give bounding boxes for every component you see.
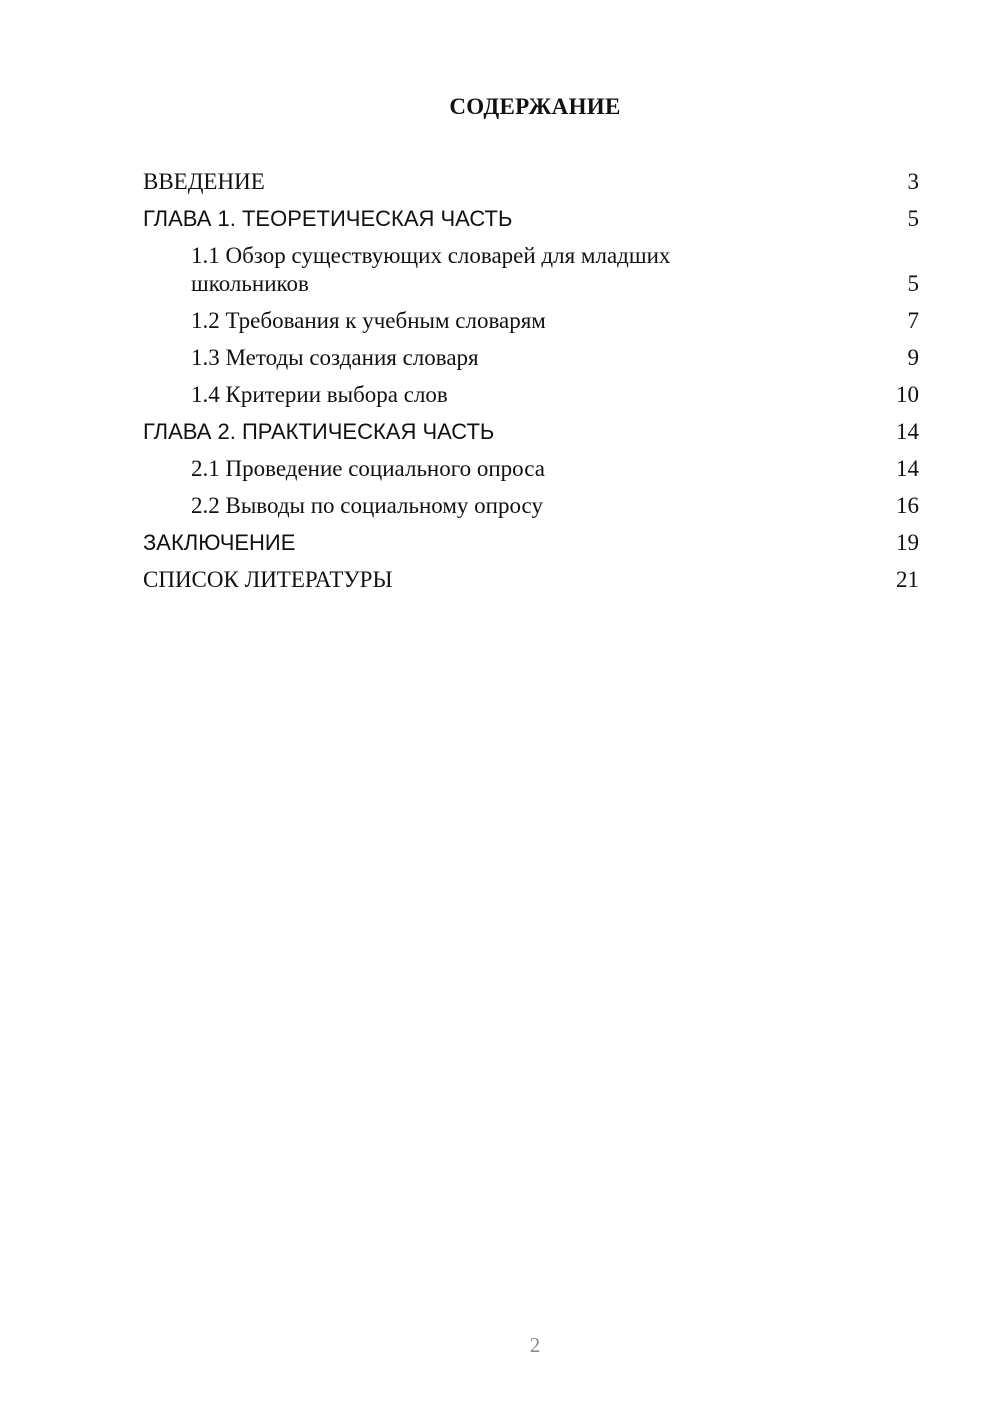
toc-entry-label: 1.2 Требования к учебным словарям <box>191 308 546 333</box>
toc-entry-label: ЗАКЛЮЧЕНИЕ <box>143 530 296 555</box>
toc-entry-chapter-2[interactable] <box>143 418 919 446</box>
toc-entry-label: 2.2 Выводы по социальному опросу <box>191 493 543 518</box>
toc-entry-page: 14 <box>896 456 919 481</box>
table-of-contents <box>143 168 919 603</box>
toc-entry-label: ГЛАВА 2. ПРАКТИЧЕСКАЯ ЧАСТЬ <box>143 419 495 444</box>
toc-entry-section-1-4[interactable] <box>143 381 919 409</box>
toc-entry-page: 21 <box>896 567 919 592</box>
toc-entry-section-2-1[interactable] <box>143 455 919 483</box>
toc-entry-chapter-1[interactable] <box>143 205 919 233</box>
toc-entry-bibliography[interactable] <box>143 566 919 594</box>
toc-entry-section-1-3[interactable] <box>143 344 919 372</box>
toc-entry-label: 1.1 Обзор существующих словарей для младших школьников <box>191 243 671 296</box>
toc-entry-page: 19 <box>896 530 919 555</box>
toc-entry-page: 3 <box>907 169 919 194</box>
toc-entry-section-2-2[interactable] <box>143 492 919 520</box>
toc-entry-label: 2.1 Проведение социального опроса <box>191 456 545 481</box>
toc-entry-label: 1.4 Критерии выбора слов <box>191 382 448 407</box>
toc-entry-page: 9 <box>907 345 919 370</box>
page-title: СОДЕРЖАНИЕ <box>449 94 621 119</box>
toc-entry-label: ГЛАВА 1. ТЕОРЕТИЧЕСКАЯ ЧАСТЬ <box>143 206 513 231</box>
toc-entry-page: 5 <box>907 271 919 296</box>
toc-entry-label: 1.3 Методы создания словаря <box>191 345 479 370</box>
toc-entry-label: ВВЕДЕНИЕ <box>143 169 265 194</box>
toc-entry-page: 16 <box>896 493 919 518</box>
toc-entry-label: СПИСОК ЛИТЕРАТУРЫ <box>143 567 393 592</box>
toc-entry-section-1-1[interactable] <box>143 242 919 298</box>
toc-entry-page: 14 <box>896 419 919 444</box>
toc-entry-page: 10 <box>896 382 919 407</box>
toc-entry-section-1-2[interactable] <box>143 307 919 335</box>
page-number: 2 <box>529 1333 541 1357</box>
toc-entry-page: 5 <box>907 206 919 231</box>
toc-entry-introduction[interactable] <box>143 168 919 196</box>
toc-entry-conclusion[interactable] <box>143 529 919 557</box>
toc-entry-page: 7 <box>907 308 919 333</box>
